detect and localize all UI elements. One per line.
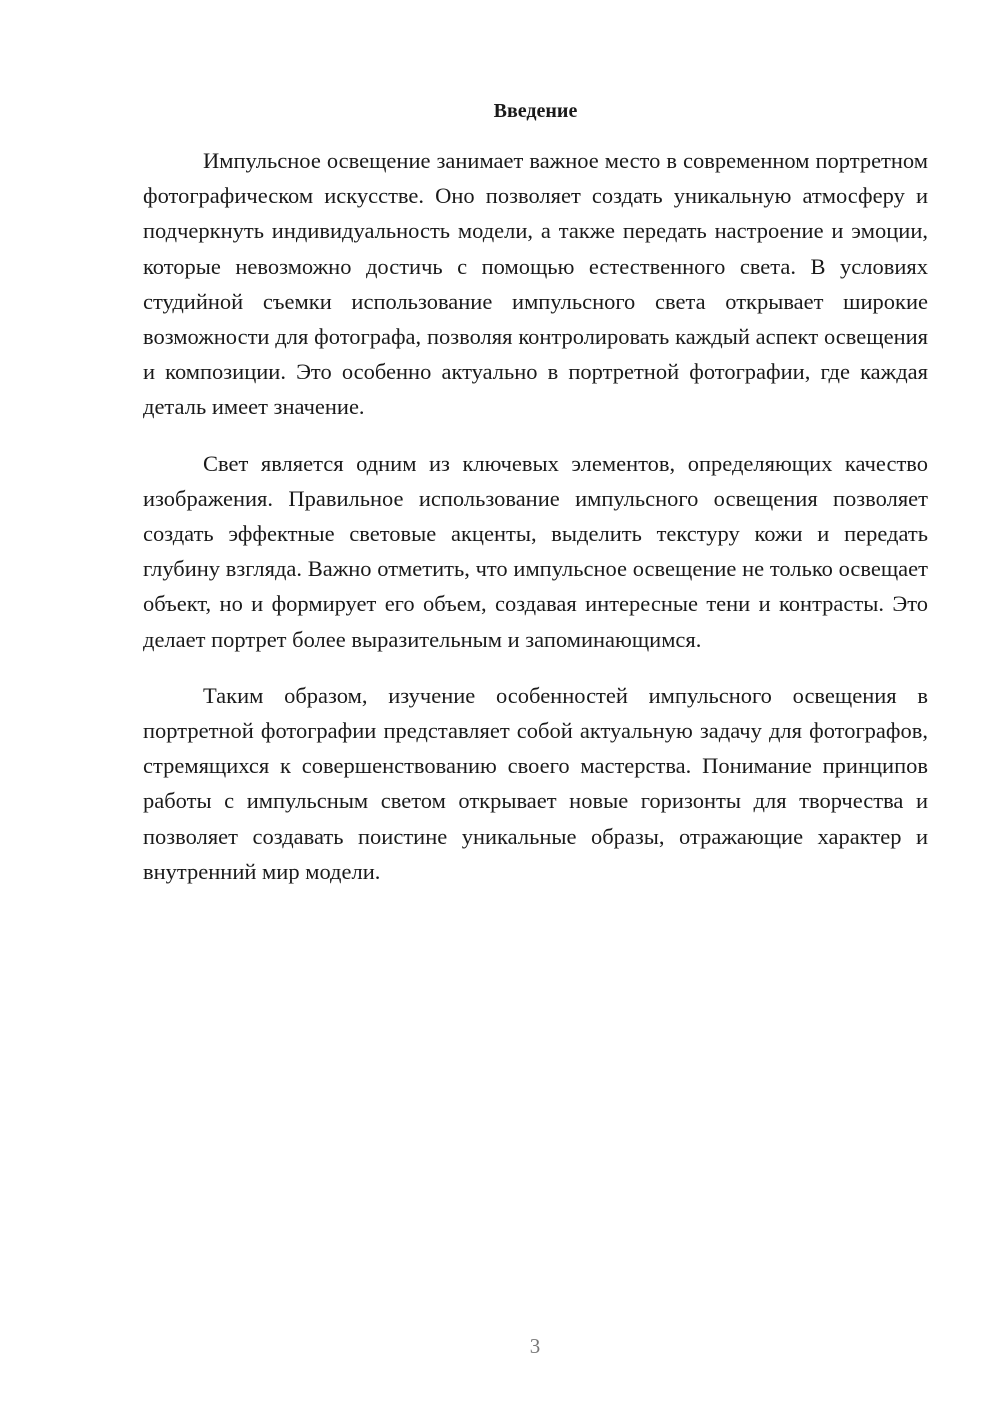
paragraph-1: Импульсное освещение занимает важное место в современном портретном фотографическом искусстве. Оно позволяет создать уникальную атмосферу и подчеркнуть индивидуальность модели, а также передать настроение и эмоции, которые невозможно достичь с помощью естественного света. В условиях студийной съемки использование импульсного света открывает широкие возможности для фотографа, позволяя контролировать каждый аспект освещения и композиции. Это особенно актуально в портретной фотографии, где каждая деталь имеет значение. (143, 148, 928, 420)
paragraph-3: Таким образом, изучение особенностей импульсного освещения в портретной фотографии представляет собой актуальную задачу для фотографов, стремящихся к совершенствованию своего мастерства. Понимание принципов работы с импульсным светом открывает новые горизонты для творчества и позволяет создавать поистине уникальные образы, отражающие характер и внутренний мир модели. (143, 682, 928, 884)
section-title: Введение (493, 100, 578, 122)
page-number: 3 (529, 1334, 541, 1358)
page-content (143, 96, 928, 910)
paragraph-2: Свет является одним из ключевых элементов, определяющих качество изображения. Правильное использование импульсного освещения позволяет создать эффектные световые акценты, выделить текстуру кожи и передать глубину взгляда. Важно отметить, что импульсное освещение не только освещает объект, но и формирует его объем, создавая интересные тени и контрасты. Это делает портрет более выразительным и запоминающимся. (143, 450, 928, 652)
